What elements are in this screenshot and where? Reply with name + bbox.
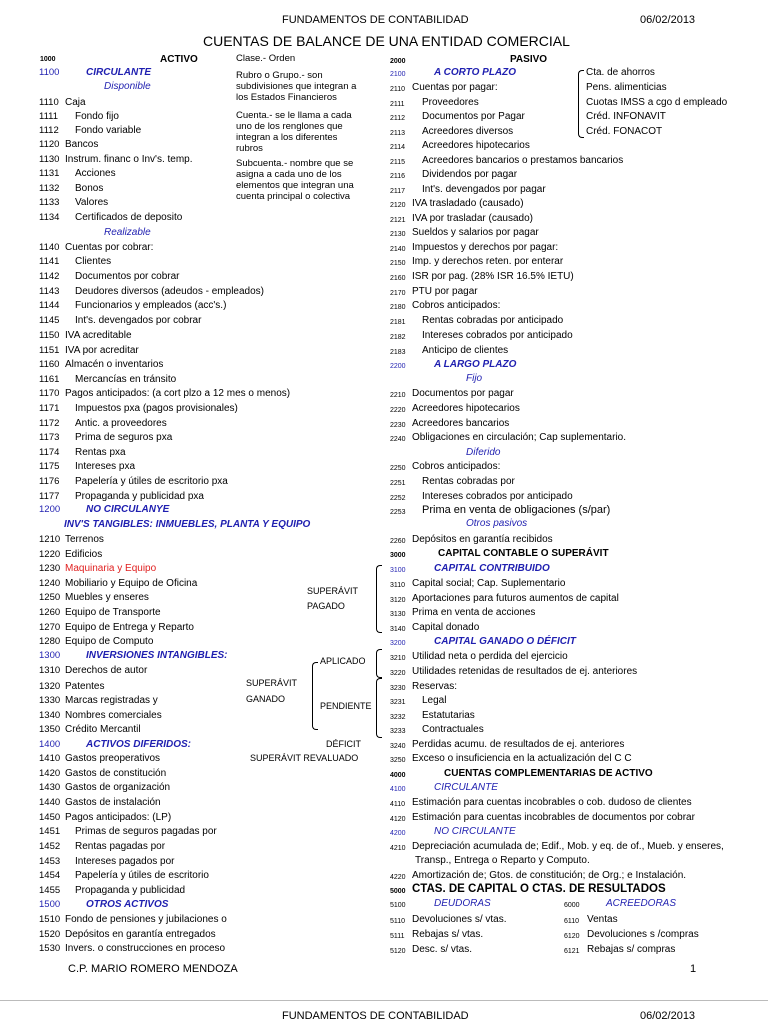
account-name: CTAS. DE CAPITAL O CTAS. DE RESULTADOS — [412, 883, 666, 895]
account-code: 2260 — [390, 538, 406, 545]
account-code: 3233 — [390, 728, 406, 735]
account-name: CIRCULANTE — [86, 67, 151, 78]
account-name: Impuestos pxa (pagos provisionales) — [75, 403, 238, 414]
account-name: Desc. s/ vtas. — [412, 944, 473, 955]
account-name: Cobros anticipados: — [412, 300, 501, 311]
account-name: NO CIRCULANYE — [86, 504, 170, 515]
account-name: Fondo de pensiones y jubilaciones o — [65, 914, 227, 925]
account-name: Devoluciones s /compras — [587, 929, 699, 940]
account-name: Caja — [65, 97, 86, 108]
account-code: 1172 — [39, 418, 60, 429]
account-name: Proveedores — [422, 97, 479, 108]
account-code: 1133 — [39, 197, 60, 208]
account-name: Pagos anticipados: (LP) — [65, 812, 172, 823]
account-code: 2160 — [390, 275, 406, 282]
account-code: 1144 — [39, 300, 60, 311]
account-code: 1520 — [39, 929, 61, 940]
account-code: 1120 — [39, 139, 60, 150]
account-name: Fondo fijo — [75, 111, 119, 122]
account-name: Mobiliario y Equipo de Oficina — [65, 578, 198, 589]
account-name: Acreedores hipotecarios — [422, 140, 530, 151]
account-name: Disponible — [104, 81, 151, 92]
account-code: 3230 — [390, 685, 406, 692]
account-code: 2252 — [390, 495, 406, 502]
account-code: 1330 — [39, 695, 61, 706]
account-code: 3231 — [390, 699, 406, 706]
account-code: 1430 — [39, 782, 61, 793]
account-code: 2181 — [390, 319, 406, 326]
account-code: 1174 — [39, 447, 60, 458]
account-code: 1131 — [39, 168, 60, 179]
account-name: Propaganda y publicidad — [75, 885, 186, 896]
account-code: 3240 — [390, 743, 406, 750]
account-code: 4220 — [390, 874, 406, 881]
account-code: 1320 — [39, 681, 61, 692]
account-name: Prima de seguros pxa — [75, 432, 173, 443]
account-code: 2200 — [390, 363, 406, 370]
account-name: Bonos — [75, 183, 104, 194]
account-name: Fijo — [466, 373, 483, 384]
account-code: 6110 — [564, 918, 580, 925]
account-code: 2210 — [390, 392, 406, 399]
account-name: Intereses cobrados por anticipado — [422, 491, 573, 502]
account-name: Maquinaria y Equipo — [65, 563, 157, 574]
account-code: 1145 — [39, 315, 60, 326]
note-fonacot: Créd. FONACOT — [586, 126, 663, 137]
account-code: 2253 — [390, 509, 406, 516]
account-code: 4120 — [390, 816, 406, 823]
account-name: Dividendos por pagar — [422, 169, 518, 180]
account-name: Int's. devengados por pagar — [422, 184, 546, 195]
label-deficit: DÉFICIT — [326, 739, 361, 749]
account-name: Mercancías en tránsito — [75, 374, 177, 385]
account-name: Primas de seguros pagadas por — [75, 826, 217, 837]
account-code: 3120 — [390, 597, 406, 604]
account-name: PASIVO — [510, 54, 548, 65]
account-code: 1171 — [39, 403, 60, 414]
account-code: 1160 — [39, 359, 60, 370]
account-name: CAPITAL CONTABLE O SUPERÁVIT — [438, 548, 609, 559]
account-name: Otros pasivos — [466, 518, 528, 529]
account-code: 4210 — [390, 845, 406, 852]
account-name: Deudores diversos (adeudos - empleados) — [75, 286, 264, 297]
account-code: 1175 — [39, 461, 60, 472]
account-code: 4100 — [390, 786, 406, 793]
account-code: 1200 — [39, 504, 61, 515]
account-code: 1452 — [39, 841, 61, 852]
account-code: 1300 — [39, 650, 61, 661]
account-name: Prima en venta de acciones — [412, 607, 536, 618]
note-infonavit: Créd. INFONAVIT — [586, 111, 666, 122]
account-name: Transp., Entrega o Reparto y Computo. — [415, 855, 590, 866]
note-pens: Pens. alimenticias — [586, 82, 667, 93]
account-name: A CORTO PLAZO — [434, 67, 517, 78]
account-name: Terrenos — [65, 534, 104, 545]
account-code: 2114 — [390, 144, 406, 151]
account-code: 6121 — [564, 948, 580, 955]
account-name: Nombres comerciales — [65, 710, 162, 721]
account-name: Papelería y útiles de escritorio — [75, 870, 209, 881]
account-code: 2182 — [390, 334, 406, 341]
account-name: Depósitos en garantía entregados — [65, 929, 216, 940]
account-name: Marcas registradas y — [65, 695, 158, 706]
account-code: 1260 — [39, 607, 61, 618]
note-cuenta: Cuenta.- se le llama a cada uno de los renglones que integran a los diferentes rubros — [236, 110, 352, 154]
account-code: 2111 — [390, 101, 405, 108]
account-name: Cuentas por cobrar: — [65, 242, 154, 253]
account-name: ISR por pag. (28% ISR 16.5% IETU) — [412, 271, 574, 282]
account-name: Intereses pxa — [75, 461, 136, 472]
account-code: 1400 — [39, 739, 61, 750]
account-name: Fondo variable — [75, 125, 142, 136]
brace-capital-contribuido — [376, 565, 382, 633]
account-code: 1280 — [39, 636, 61, 647]
label-aplicado: APLICADO — [320, 656, 366, 666]
account-code: 1451 — [39, 826, 61, 837]
account-name: ACTIVO — [160, 54, 198, 65]
account-name: Propaganda y publicidad pxa — [75, 491, 204, 502]
account-code: 1112 — [39, 125, 59, 136]
account-name: Valores — [75, 197, 109, 208]
note-subcuenta: Subcuenta.- nombre que se asigna a cada uno de los elementos que integran una cuenta principal o colectiva — [236, 158, 354, 202]
account-name: IVA por acreditar — [65, 345, 139, 356]
account-code: 1500 — [39, 899, 61, 910]
account-name: Papelería y útiles de escritorio pxa — [75, 476, 228, 487]
account-name: Clientes — [75, 256, 112, 267]
account-name: CAPITAL GANADO O DÉFICIT — [434, 636, 576, 647]
note-rubro: Rubro o Grupo.- son subdivisiones que integran a los Estados Financieros — [236, 70, 357, 103]
account-code: 3110 — [390, 582, 406, 589]
account-name: Estatutarias — [422, 710, 475, 721]
account-code: 2110 — [390, 86, 406, 93]
account-code: 2113 — [390, 130, 406, 137]
account-code: 1141 — [39, 256, 60, 267]
account-code: 1230 — [39, 563, 61, 574]
account-code: 5110 — [390, 918, 406, 925]
account-code: 1142 — [39, 271, 60, 282]
account-code: 4200 — [390, 830, 406, 837]
account-name: Gastos de organización — [65, 782, 171, 793]
label-superavit-pagado-1: SUPERÁVIT — [307, 586, 359, 596]
account-name: OTROS ACTIVOS — [86, 899, 169, 910]
account-name: Legal — [422, 695, 447, 706]
account-name: CAPITAL CONTRIBUIDO — [434, 563, 550, 574]
account-name: IVA trasladado (causado) — [412, 198, 524, 209]
account-name: Instrum. financ o Inv's. temp. — [65, 154, 193, 165]
account-name: Equipo de Entrega y Reparto — [65, 622, 194, 633]
account-name: Acreedores hipotecarios — [412, 403, 520, 414]
account-name: Documentos por Pagar — [422, 111, 525, 122]
account-code: 1100 — [39, 67, 60, 78]
label-superavit-pagado-2: PAGADO — [307, 601, 345, 611]
account-code: 1453 — [39, 856, 61, 867]
account-code: 3250 — [390, 757, 406, 764]
account-name: Capital social; Cap. Suplementario — [412, 578, 566, 589]
account-name: Depreciación acumulada de; Edif., Mob. y eq. de of., Mueb. y enseres, — [412, 841, 724, 852]
account-code: 1450 — [39, 812, 61, 823]
account-code: 1000 — [40, 56, 56, 63]
brace-pendiente — [376, 678, 382, 738]
account-name: Cobros anticipados: — [412, 461, 501, 472]
account-name: Gastos preoperativos — [65, 753, 161, 764]
account-name: Obligaciones en circulación; Cap suplementario. — [412, 432, 627, 443]
account-code: 1177 — [39, 491, 60, 502]
account-name: Intereses cobrados por anticipado — [422, 330, 573, 341]
account-name: Rentas cobradas por — [422, 476, 515, 487]
account-name: Funcionarios y empleados (acc's.) — [75, 300, 227, 311]
account-name: Contractuales — [422, 724, 484, 735]
account-code: 1250 — [39, 592, 61, 603]
course-title: FUNDAMENTOS DE CONTABILIDAD — [282, 14, 469, 26]
account-code: 1140 — [39, 242, 60, 253]
account-name: Pagos anticipados: (a cort plzo a 12 mes o menos) — [65, 388, 291, 399]
brace-superavit-ganado — [312, 662, 318, 730]
account-code: 1176 — [39, 476, 60, 487]
account-code: 1350 — [39, 724, 61, 735]
code-6000: 6000 — [564, 902, 580, 909]
account-name: Rebajas s/ vtas. — [412, 929, 484, 940]
code-5100: 5100 — [390, 902, 406, 909]
account-name: Utilidades retenidas de resultados de ej. anteriores — [412, 666, 638, 677]
note-clase: Clase.- Orden — [236, 53, 296, 64]
account-code: 1170 — [39, 388, 60, 399]
account-code: 1161 — [39, 374, 60, 385]
account-code: 2112 — [390, 115, 406, 122]
account-name: Acreedores bancarios o prestamos bancarios — [422, 155, 624, 166]
account-code: 1510 — [39, 914, 61, 925]
account-code: 2130 — [390, 231, 406, 238]
account-name: Acreedores bancarios — [412, 418, 510, 429]
account-name: Rentas pagadas por — [75, 841, 166, 852]
account-code: 6120 — [564, 933, 580, 940]
account-name: Imp. y derechos reten. por enterar — [412, 256, 564, 267]
account-name: Bancos — [65, 139, 99, 150]
account-name: Depósitos en garantía recibidos — [412, 534, 553, 545]
account-code: 1455 — [39, 885, 61, 896]
account-code: 2240 — [390, 436, 406, 443]
account-name: Certificados de deposito — [75, 212, 183, 223]
account-code: 3200 — [390, 640, 406, 647]
account-name: Perdidas acumu. de resultados de ej. anteriores — [412, 739, 625, 750]
account-code: 1110 — [39, 97, 59, 108]
account-code: 1270 — [39, 622, 61, 633]
account-code: 4110 — [390, 801, 406, 808]
account-name: Antic. a proveedores — [75, 418, 167, 429]
account-name: CUENTAS COMPLEMENTARIAS DE ACTIVO — [444, 768, 653, 779]
account-name: CIRCULANTE — [434, 782, 498, 793]
account-code: 3220 — [390, 670, 406, 677]
account-name: Acciones — [75, 168, 116, 179]
account-name: PTU por pagar — [412, 286, 478, 297]
account-code: 1310 — [39, 665, 61, 676]
account-code: 1130 — [39, 154, 60, 165]
account-code: 2180 — [390, 304, 406, 311]
account-name: IVA por trasladar (causado) — [412, 213, 533, 224]
note-cuotas: Cuotas IMSS a cgo d empleado — [586, 97, 728, 108]
account-name: Exceso o insuficiencia en la actualización del C C — [412, 753, 632, 764]
account-code: 2140 — [390, 246, 406, 253]
brace-aplicado — [376, 649, 382, 678]
account-name: Invers. o construcciones en proceso — [65, 943, 226, 954]
account-code: 3000 — [390, 552, 406, 559]
account-name: Rentas cobradas por anticipado — [422, 315, 564, 326]
account-name: Crédito Mercantil — [65, 724, 141, 735]
account-name: IVA acreditable — [65, 330, 132, 341]
account-name: Documentos por cobrar — [75, 271, 180, 282]
account-name: Sueldos y salarios por pagar — [412, 227, 539, 238]
note-cta-ahorros: Cta. de ahorros — [586, 67, 655, 78]
footer-author: C.P. MARIO ROMERO MENDOZA — [68, 963, 238, 975]
account-code: 2116 — [390, 173, 406, 180]
account-code: 1440 — [39, 797, 61, 808]
account-name: Patentes — [65, 681, 105, 692]
account-name: Anticipo de clientes — [422, 345, 509, 356]
account-code: 1134 — [39, 212, 60, 223]
header-date: 06/02/2013 — [640, 14, 696, 26]
account-name: Ventas — [587, 914, 618, 925]
account-code: 1150 — [39, 330, 60, 341]
account-code: 2183 — [390, 349, 406, 356]
account-code: 1340 — [39, 710, 61, 721]
account-name: Capital donado — [412, 622, 480, 633]
account-code: 1143 — [39, 286, 60, 297]
account-name: Documentos por pagar — [412, 388, 514, 399]
account-name: Prima en venta de obligaciones (s/par) — [422, 504, 611, 516]
account-code: 1220 — [39, 549, 61, 560]
account-code: 2251 — [390, 480, 406, 487]
account-name: Cuentas por pagar: — [412, 82, 498, 93]
account-name: Int's. devengados por cobrar — [75, 315, 202, 326]
account-name: Gastos de constitución — [65, 768, 167, 779]
account-name: Rentas pxa — [75, 447, 126, 458]
account-code: 2170 — [390, 290, 406, 297]
account-code: 5000 — [390, 888, 406, 895]
account-code: 3140 — [390, 626, 406, 633]
account-name: Realizable — [104, 227, 151, 238]
account-code: 5111 — [390, 933, 405, 940]
account-code: 3232 — [390, 714, 406, 721]
account-name: Utilidad neta o perdida del ejercicio — [412, 651, 568, 662]
acreedoras-heading: ACREEDORAS — [606, 898, 677, 909]
account-name: Almacén o inventarios — [65, 359, 164, 370]
account-code: 1530 — [39, 943, 61, 954]
account-code: 5120 — [390, 948, 406, 955]
account-name: Diferido — [466, 447, 501, 458]
label-pendiente: PENDIENTE — [320, 701, 372, 711]
account-code: 2115 — [390, 159, 406, 166]
next-header-date: 06/02/2013 — [640, 1010, 696, 1022]
account-name: Amortización de; Gtos. de constitución; de Org.; e Instalación. — [412, 870, 687, 881]
account-code: 1420 — [39, 768, 61, 779]
account-code: 1240 — [39, 578, 61, 589]
account-name: Gastos de instalación — [65, 797, 161, 808]
account-name: NO CIRCULANTE — [434, 826, 516, 837]
account-name: Acreedores diversos — [422, 126, 514, 137]
account-code: 3100 — [390, 567, 406, 574]
account-code: 2000 — [390, 58, 406, 65]
account-code: 2121 — [390, 217, 406, 224]
account-name: Derechos de autor — [65, 665, 148, 676]
account-code: 4000 — [390, 772, 406, 779]
next-course-title: FUNDAMENTOS DE CONTABILIDAD — [282, 1010, 469, 1022]
account-name: Devoluciones s/ vtas. — [412, 914, 507, 925]
account-code: 1410 — [39, 753, 61, 764]
account-name: Impuestos y derechos por pagar: — [412, 242, 559, 253]
account-code: 1173 — [39, 432, 60, 443]
page-divider — [0, 1000, 768, 1001]
label-superavit-ganado-2: GANADO — [246, 694, 286, 704]
account-name: Estimación para cuentas incobrables o cob. dudoso de clientes — [412, 797, 692, 808]
brace-right-notes — [578, 70, 584, 138]
account-code: 1111 — [39, 111, 59, 122]
account-code: 2220 — [390, 407, 406, 414]
account-name: INV'S TANGIBLES: INMUEBLES, PLANTA Y EQUIPO — [64, 519, 311, 530]
account-name: A LARGO PLAZO — [434, 359, 517, 370]
account-code: 2150 — [390, 260, 406, 267]
account-code: 3210 — [390, 655, 406, 662]
account-name: Rebajas s/ compras — [587, 944, 676, 955]
account-code: 2120 — [390, 202, 406, 209]
account-code: 1454 — [39, 870, 61, 881]
account-name: Muebles y enseres — [65, 592, 149, 603]
label-superavit-ganado-1: SUPERÁVIT — [246, 678, 298, 688]
deudoras-heading: DEUDORAS — [434, 898, 491, 909]
account-name: Equipo de Transporte — [65, 607, 161, 618]
label-superavit-revaluado: SUPERÁVIT REVALUADO — [250, 753, 359, 763]
account-code: 2250 — [390, 465, 406, 472]
account-code: 1210 — [39, 534, 61, 545]
account-code: 1151 — [39, 345, 60, 356]
account-code: 3130 — [390, 611, 406, 618]
account-code: 2230 — [390, 422, 406, 429]
account-name: Reservas: — [412, 681, 458, 692]
account-name: Aportaciones para futuros aumentos de capital — [412, 593, 619, 604]
account-code: 2117 — [390, 188, 406, 195]
account-name: Equipo de Computo — [65, 636, 154, 647]
account-name: INVERSIONES INTANGIBLES: — [86, 650, 228, 661]
page-title: CUENTAS DE BALANCE DE UNA ENTIDAD COMERCIAL — [203, 33, 570, 49]
account-name: Estimación para cuentas incobrables de documentos por cobrar — [412, 812, 695, 823]
account-name: ACTIVOS DIFERIDOS: — [86, 739, 192, 750]
account-code: 2100 — [390, 71, 406, 78]
account-name: Intereses pagados por — [75, 856, 175, 867]
footer-page: 1 — [690, 963, 697, 975]
account-code: 1132 — [39, 183, 60, 194]
account-name: Edificios — [65, 549, 103, 560]
